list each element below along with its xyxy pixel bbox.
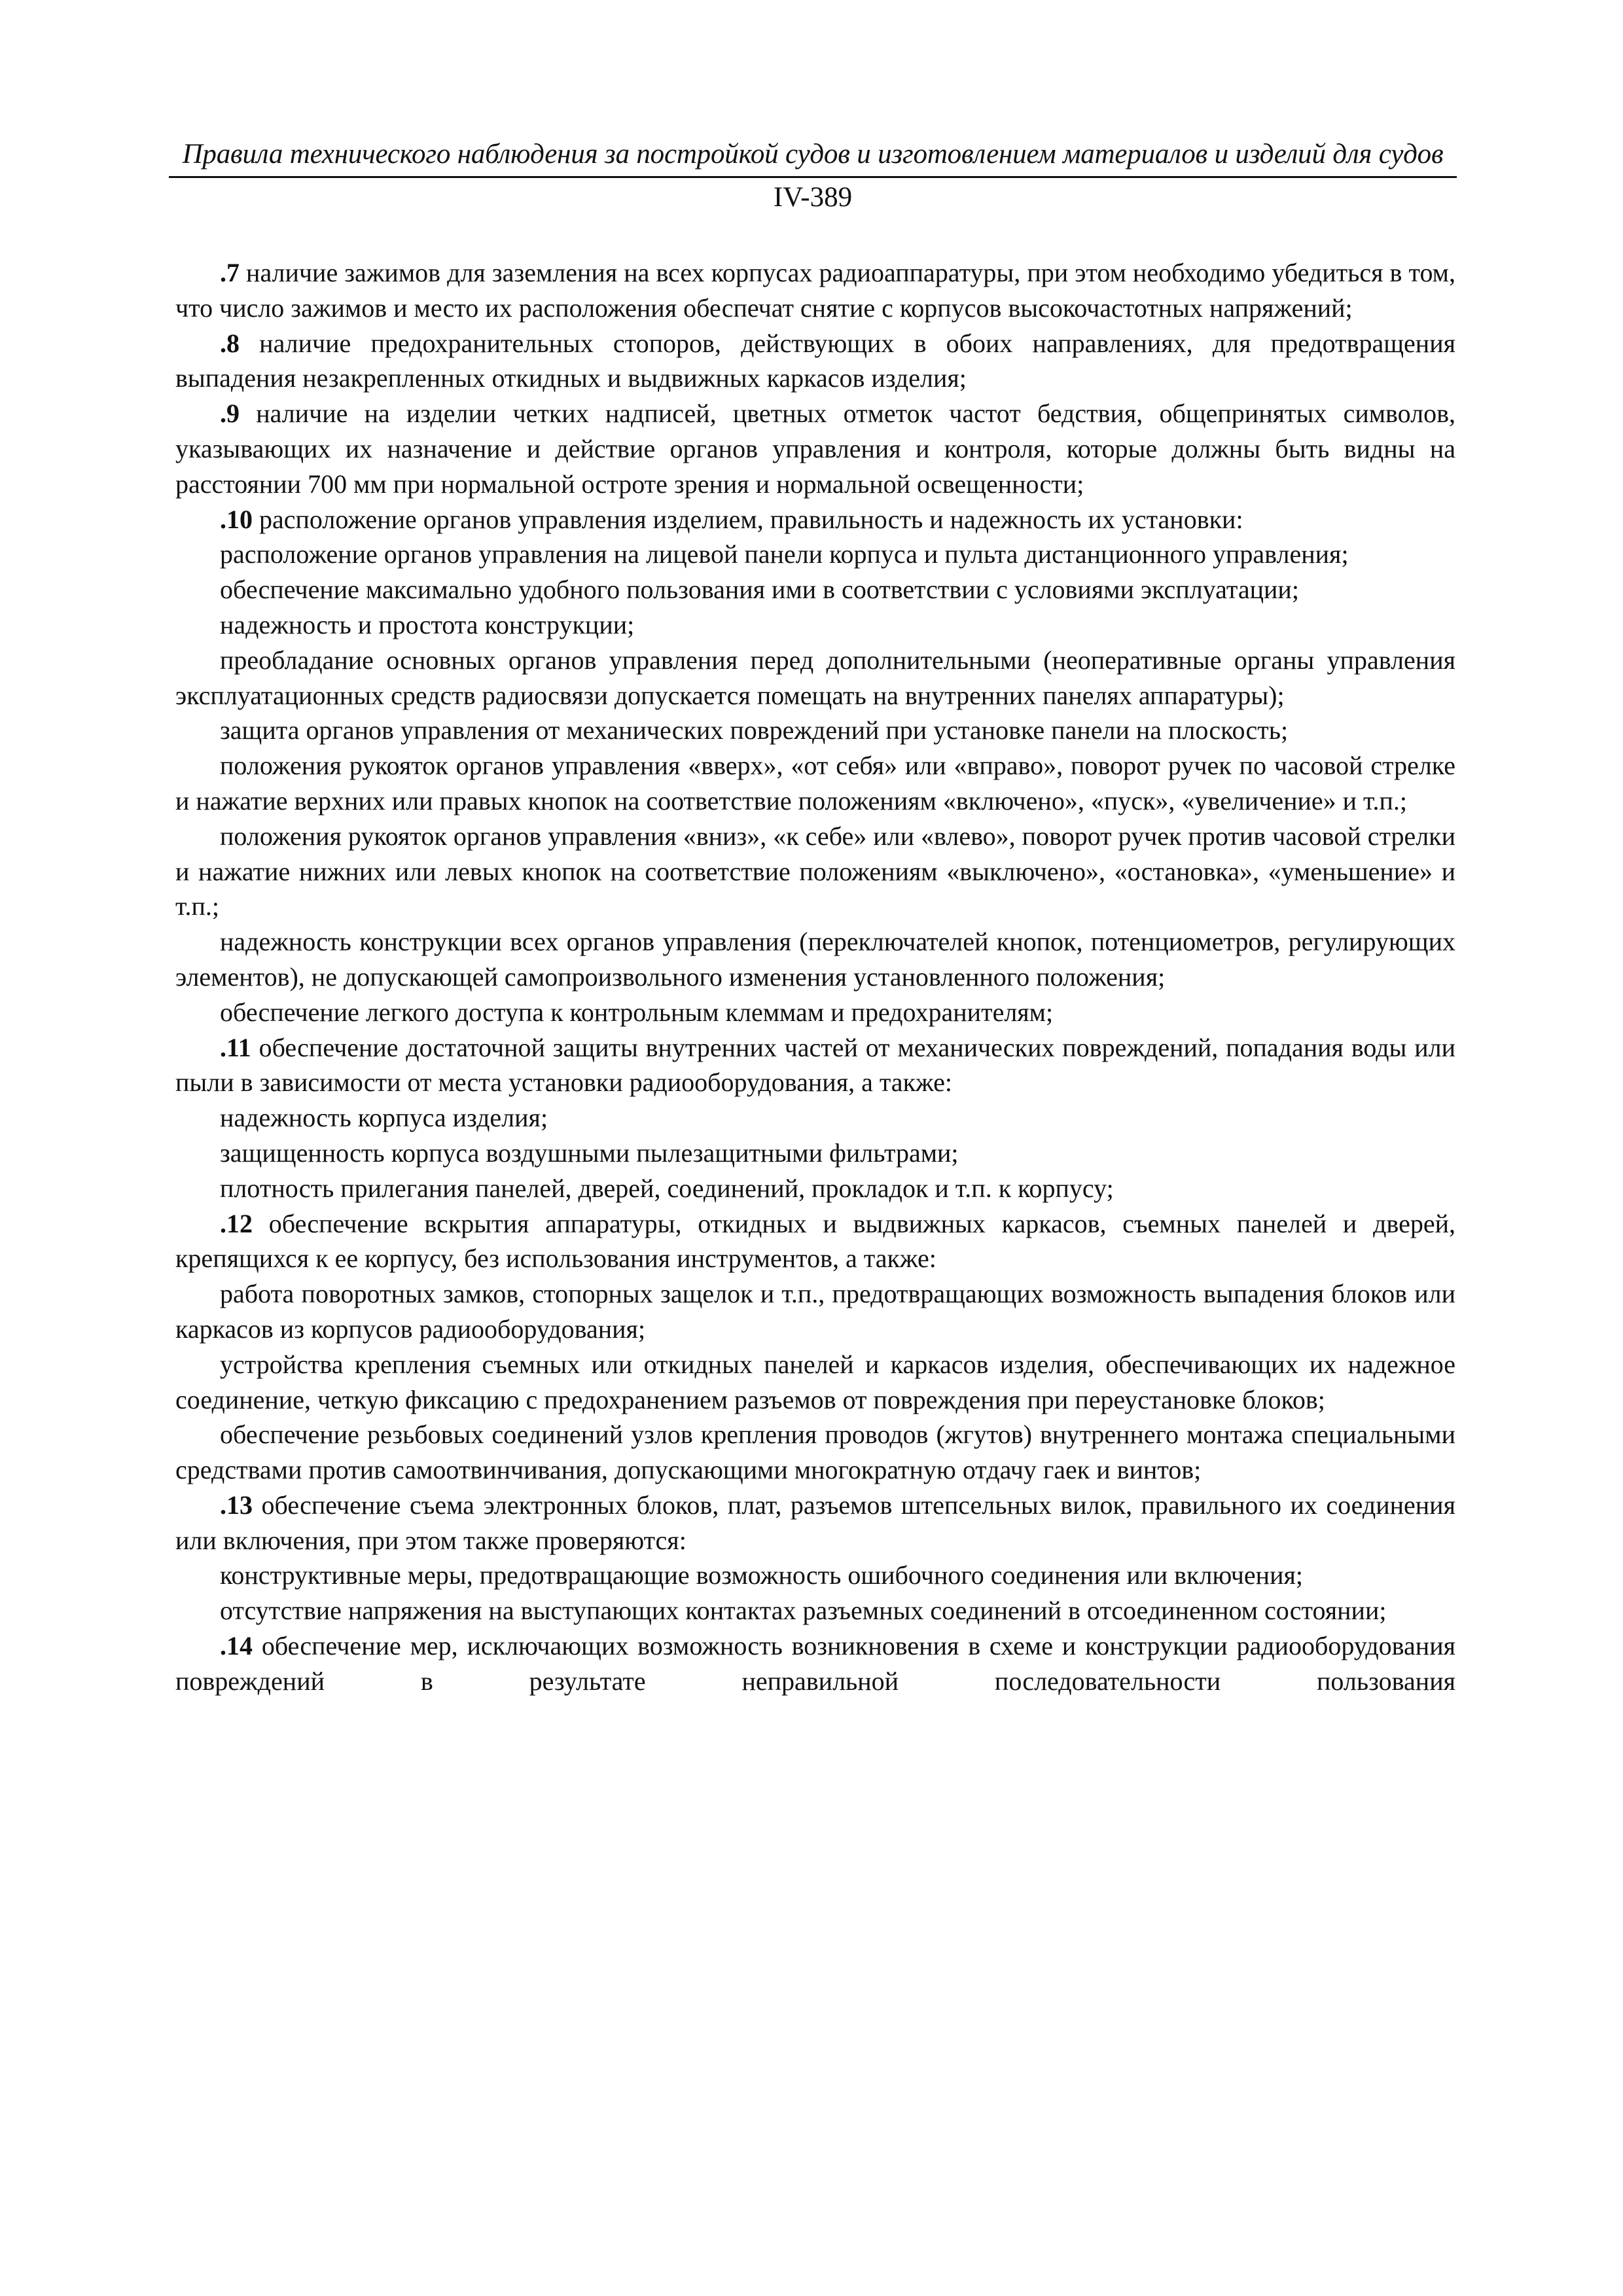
item-number: .13 xyxy=(220,1490,253,1520)
paragraph xyxy=(175,713,1455,748)
paragraph xyxy=(175,537,1455,572)
paragraph xyxy=(175,1347,1455,1418)
paragraph-text: работа поворотных замков, стопорных защелок и т.п., предотвращающих возможность выпадения блоков или каркасов из корпусов радиооборудования; xyxy=(175,1279,1455,1344)
paragraph-text: обеспечение легкого доступа к контрольным клеммам и предохранителям; xyxy=(220,997,1054,1027)
paragraph xyxy=(175,1276,1455,1347)
item-number: .8 xyxy=(220,328,240,358)
paragraph-text: надежность конструкции всех органов управления (переключателей кнопок, потенциометров, регулирующих элементов), не допускающей самопроизвольного изменения установленного положения; xyxy=(175,927,1455,992)
paragraph xyxy=(175,748,1455,819)
item-number: .14 xyxy=(220,1631,253,1661)
paragraph xyxy=(175,1100,1455,1136)
paragraph-text: конструктивные меры, предотвращающие возможность ошибочного соединения или включения; xyxy=(220,1560,1303,1590)
paragraph-text: положения рукояток органов управления «вниз», «к себе» или «влево», поворот ручек против часовой стрелки и нажатие нижних или левых кнопок на соответствие положениям «выключено», «остановка», «уменьшение» и т.п.; xyxy=(175,821,1456,922)
paragraph xyxy=(175,1558,1455,1593)
paragraph xyxy=(175,1030,1455,1101)
paragraph xyxy=(175,819,1455,924)
item-number: .11 xyxy=(220,1032,251,1062)
paragraph-text: защищенность корпуса воздушными пылезащитными фильтрами; xyxy=(220,1138,959,1168)
paragraph xyxy=(175,1136,1455,1171)
paragraph-text: надежность корпуса изделия; xyxy=(220,1103,548,1133)
paragraph xyxy=(175,1171,1455,1206)
paragraph xyxy=(175,326,1455,397)
paragraph xyxy=(175,255,1455,326)
paragraph-text: обеспечение резьбовых соединений узлов крепления проводов (жгутов) внутреннего монтажа специальными средствами против самоотвинчивания, допускающими многократную отдачу гаек и винтов; xyxy=(175,1420,1455,1485)
paragraph-text: наличие зажимов для заземления на всех корпусах радиоаппаратуры, при этом необходимо убедиться в том, что число зажимов и место их расположения обеспечат снятие с корпусов высокочастотных напряжений; xyxy=(175,258,1455,323)
paragraph xyxy=(175,607,1455,643)
paragraph-text: обеспечение максимально удобного пользования ими в соответствии с условиями эксплуатации; xyxy=(220,575,1299,605)
body-text xyxy=(175,255,1455,1699)
paragraph xyxy=(175,1206,1455,1277)
paragraph xyxy=(175,924,1455,995)
paragraph-text: расположение органов управления изделием, правильность и надежность их установки: xyxy=(253,504,1243,534)
paragraph xyxy=(175,995,1455,1030)
paragraph xyxy=(175,396,1455,501)
paragraph-text: обеспечение достаточной защиты внутренних частей от механических повреждений, попадания воды или пыли в зависимости от места установки радиооборудования, а также: xyxy=(175,1032,1455,1098)
paragraph xyxy=(175,643,1455,713)
paragraph-text: преобладание основных органов управления перед дополнительными (неоперативные органы управления эксплуатационных средств радиосвязи допускается помещать на внутренних панелях аппаратуры); xyxy=(175,645,1455,710)
paragraph-text: обеспечение вскрытия аппаратуры, откидных и выдвижных каркасов, съемных панелей и дверей, крепящихся к ее корпусу, без использования инструментов, а также: xyxy=(175,1208,1455,1274)
item-number: .7 xyxy=(220,258,240,287)
paragraph-text: обеспечение мер, исключающих возможность возникновения в схеме и конструкции радиооборудования повреждений в результате неправильной последовательности пользования xyxy=(175,1631,1455,1696)
paragraph-text: обеспечение съема электронных блоков, плат, разъемов штепсельных вилок, правильного их соединения или включения, при этом также проверяются: xyxy=(175,1490,1455,1555)
paragraph-text: надежность и простота конструкции; xyxy=(220,609,635,639)
paragraph-text: устройства крепления съемных или откидных панелей и каркасов изделия, обеспечивающих их надежное соединение, четкую фиксацию с предохранением разъемов от повреждения при переустановке блоков; xyxy=(175,1349,1455,1414)
header-title: Правила технического наблюдения за постройкой судов и изготовлением материалов и изделий для судов xyxy=(182,139,1444,170)
item-number: .12 xyxy=(220,1208,253,1238)
item-number: .9 xyxy=(220,399,240,429)
paragraph xyxy=(175,1593,1455,1628)
paragraph xyxy=(175,1628,1455,1699)
paragraph xyxy=(175,1488,1455,1558)
paragraph-text: защита органов управления от механических повреждений при установке панели на плоскость; xyxy=(220,715,1289,745)
paragraph-text: положения рукояток органов управления «вверх», «от себя» или «вправо», поворот ручек по часовой стрелке и нажатие верхних или правых кнопок на соответствие положениям «включено», «пуск», «увеличение» и т.п.; xyxy=(175,751,1455,816)
paragraph-text: отсутствие напряжения на выступающих контактах разъемных соединений в отсоединенном состоянии; xyxy=(220,1596,1387,1626)
paragraph xyxy=(175,1417,1455,1488)
page-number: IV-389 xyxy=(773,182,853,213)
paragraph-text: расположение органов управления на лицевой панели корпуса и пульта дистанционного управления; xyxy=(220,539,1349,569)
paragraph-text: наличие на изделии четких надписей, цветных отметок частот бедствия, общепринятых символов, указывающих их назначение и действие органов управления и контроля, которые должны быть видны на расстоянии 700 мм при нормальной остроте зрения и нормальной освещенности; xyxy=(175,399,1455,499)
running-header xyxy=(169,134,1457,217)
paragraph-text: плотность прилегания панелей, дверей, соединений, прокладок и т.п. к корпусу; xyxy=(220,1173,1114,1203)
item-number: .10 xyxy=(220,504,253,534)
paragraph-text: наличие предохранительных стопоров, действующих в обоих направлениях, для предотвращения выпадения незакрепленных откидных и выдвижных каркасов изделия; xyxy=(175,328,1455,393)
paragraph xyxy=(175,502,1455,537)
paragraph xyxy=(175,572,1455,607)
